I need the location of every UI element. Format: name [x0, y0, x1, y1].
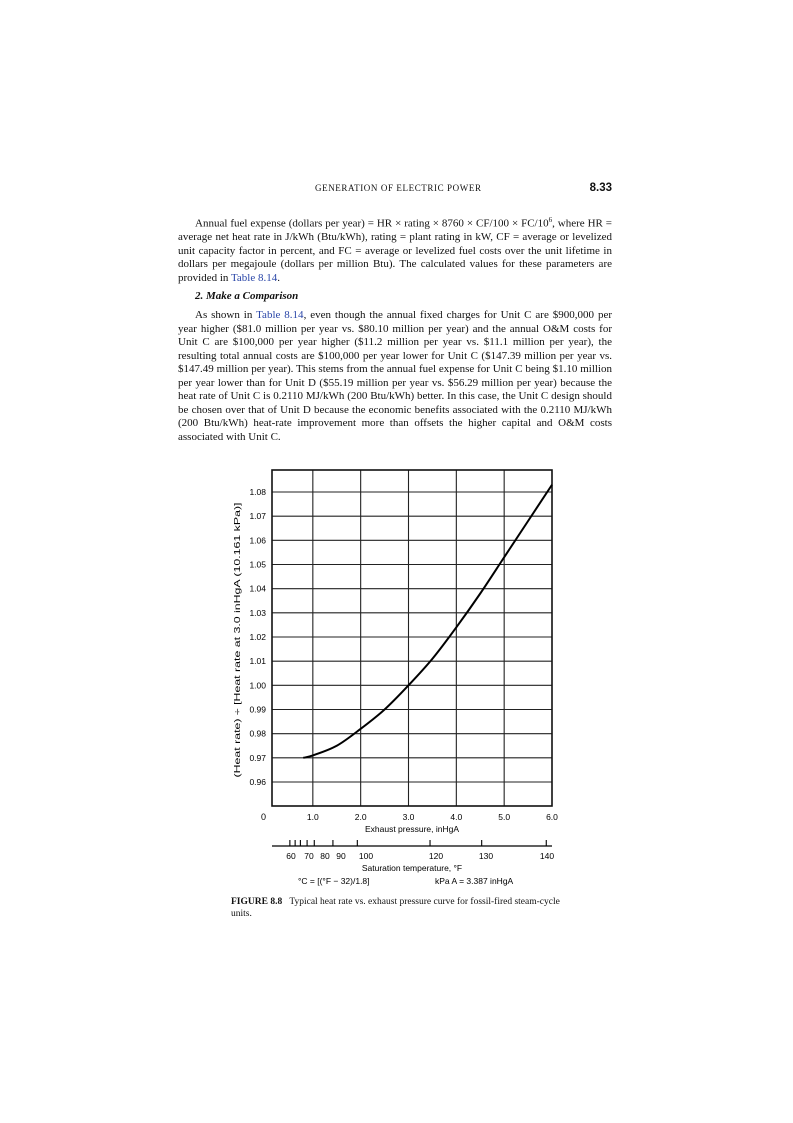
temperature-tick-label: 80 — [320, 851, 330, 861]
figure-label: FIGURE 8.8 — [231, 897, 283, 907]
y-tick-label: 1.03 — [249, 607, 266, 618]
period: . — [277, 271, 280, 284]
y-axis-title: (Heat rate) ÷ [Heat rate at 3.0 inHgA (10.161 kPa)] — [232, 588, 242, 778]
x-tick-label: 3.0 — [402, 812, 415, 822]
temperature-tick-label: 120 — [428, 851, 444, 861]
heat-rate-curve — [303, 485, 552, 758]
x-axis-title: Exhaust pressure, inHgA — [364, 824, 460, 834]
x-axis-ticks — [307, 812, 558, 822]
x-tick-label: 2.0 — [354, 812, 367, 822]
y-tick-label: 1.00 — [249, 680, 266, 691]
table-link-2[interactable]: Table 8.14 — [256, 309, 304, 321]
origin-label: 0 — [261, 812, 267, 822]
temperature-tick-label: 100 — [358, 851, 374, 861]
y-tick-label: 0.96 — [249, 777, 266, 787]
y-tick-label: 1.02 — [249, 632, 266, 642]
table-link[interactable]: Table 8.14 — [230, 271, 278, 284]
celsius-conversion-note: °C = [(°F − 32)/1.8] — [298, 876, 370, 886]
y-tick-label: 0.99 — [249, 704, 266, 715]
kpa-conversion-note: kPa A = 3.387 inHgA — [435, 876, 514, 886]
figure-caption — [231, 896, 561, 920]
temperature-axis-title: Saturation temperature, °F — [361, 863, 463, 873]
y-tick-label: 0.97 — [249, 752, 266, 763]
x-tick-label: 6.0 — [546, 812, 558, 822]
y-tick-label: 1.08 — [249, 487, 266, 497]
temperature-tick-label: 130 — [478, 851, 494, 861]
paragraph-fuel-expense-text-2: , where HR = average net heat rate in J/kWh (Btu/kWh), rating = plant rating in kW, CF = average or levelized unit capacity factor in percent, and FC = average or levelized fuel costs over the unit lifetime in dollars per megajoule (dollars per million Btu). The calculated values for these parameters are provided in — [178, 217, 612, 284]
y-tick-label: 1.07 — [249, 511, 266, 522]
y-tick-label: 0.98 — [249, 728, 266, 739]
x-tick-label: 4.0 — [450, 812, 463, 822]
paragraph-fuel-expense-text: Annual fuel expense (dollars per year) = HR × rating × 8760 × CF/100 × FC/10 — [195, 217, 549, 230]
y-tick-label: 1.01 — [249, 656, 266, 667]
section-heading: 2. Make a Comparison — [195, 290, 299, 302]
figure-caption-text: Typical heat rate vs. exhaust pressure curve for fossil-fired steam-cycle units. — [231, 897, 560, 919]
paragraph-comparison-text: , even though the annual fixed charges for Unit C are $900,000 per year higher ($81.0 million per year vs. $80.10 million per year) and the annual O&M costs for Unit C are $100,000 per year higher ($11.2 million per year vs. $11.1 million per year), the resulting total annual costs are $100,000 per year lower for Unit C ($147.39 million per year vs. $147.49 million per year). This stems from the annual fuel expense for Unit C being $1.10 million per year lower than for Unit D ($55.19 million per year vs. $56.29 million per year) because the heat rate of Unit C is 0.2110 MJ/kWh (200 Btu/kWh) better. In this case, the Unit C design should be chosen over that of Unit D because the economic benefits associated with the 0.2110 MJ/kWh (200 Btu/kWh) heat-rate improvement more than offsets the higher capital and O&M costs associated with Unit C. — [178, 309, 612, 443]
exponent: 6 — [548, 216, 553, 224]
y-tick-label: 1.06 — [249, 535, 266, 546]
page-number: 8.33 — [589, 182, 612, 194]
x-tick-label: 5.0 — [498, 812, 511, 822]
x-tick-label: 1.0 — [306, 812, 319, 822]
y-axis-ticks — [249, 487, 266, 787]
temperature-tick-label: 60 — [286, 851, 296, 861]
running-head: GENERATION OF ELECTRIC POWER — [315, 183, 482, 193]
y-tick-label: 1.04 — [249, 583, 266, 594]
temperature-axis-ticks — [286, 840, 554, 861]
temperature-tick-label: 70 — [304, 851, 314, 861]
temperature-tick-label: 140 — [539, 851, 555, 861]
temperature-tick-label: 90 — [336, 851, 346, 861]
y-tick-label: 1.05 — [249, 559, 266, 570]
paragraph-comparison-start: As shown in — [195, 309, 257, 321]
